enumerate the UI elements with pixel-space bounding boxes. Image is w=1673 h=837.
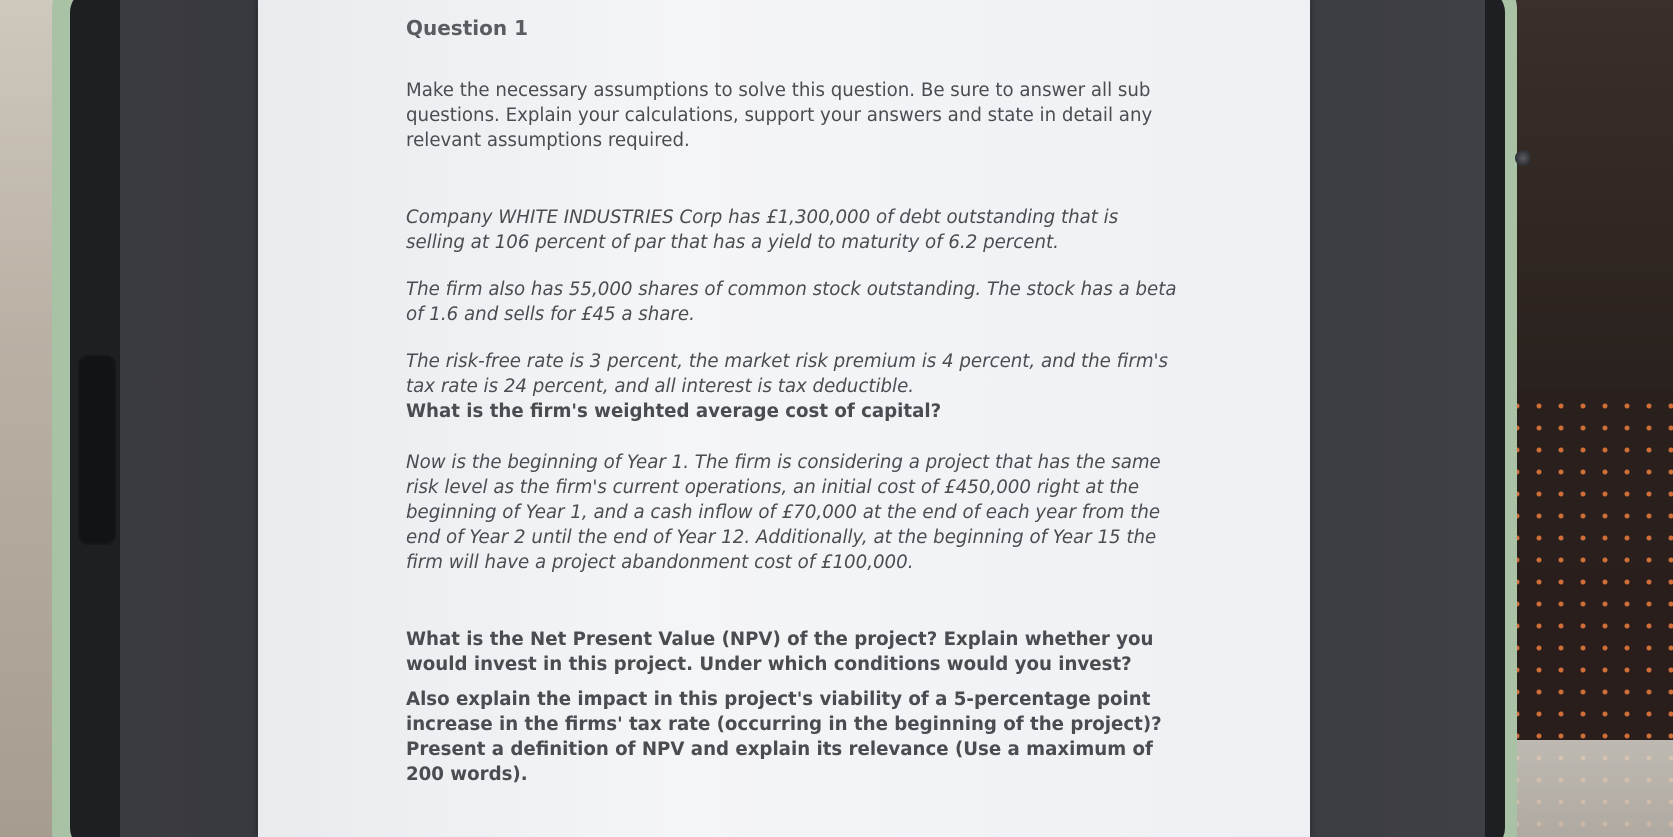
- instructions-paragraph: Make the necessary assumptions to solve this question. Be sure to answer all sub questions. Explain your calculations, support your answers and state in detail any relevant assumptions required.: [406, 80, 1153, 151]
- npv-question: What is the Net Present Value (NPV) of the project? Explain whether you would invest in this project. Under which conditions would you invest?: [406, 629, 1154, 675]
- background-right: [1503, 0, 1673, 837]
- question-heading: Question 1: [406, 16, 528, 40]
- wacc-question: What is the firm's weighted average cost of capital?: [406, 401, 942, 422]
- background-left: [0, 0, 60, 837]
- project-paragraph: Now is the beginning of Year 1. The firm is considering a project that has the same risk level as the firm's current operations, an initial cost of £450,000 right at the beginning of Year 1, and a cash inflow of £70,000 at the end of each year from the end of Year 2 until the end of Year 12. Additionally, at the beginning of Year 15 the firm will have a project abandonment cost of £100,000.: [406, 452, 1161, 573]
- camera-icon: [1515, 150, 1531, 166]
- equity-paragraph: The firm also has 55,000 shares of common stock outstanding. The stock has a beta of 1.6 and sells for £45 a share.: [406, 279, 1177, 325]
- tablet-side-button[interactable]: [78, 355, 116, 545]
- debt-paragraph: Company WHITE INDUSTRIES Corp has £1,300,000 of debt outstanding that is selling at 106 percent of par that has a yield to maturity of 6.2 percent.: [406, 207, 1119, 253]
- rates-paragraph: The risk-free rate is 3 percent, the market risk premium is 4 percent, and the firm's tax rate is 24 percent, and all interest is tax deductible.: [406, 351, 1169, 397]
- document-content: [406, 12, 1181, 787]
- document-page: [258, 0, 1310, 837]
- tax-impact-question: Also explain the impact in this project's viability of a 5-percentage point increase in the firms' tax rate (occurring in the beginning of the project)? Present a definition of NPV and explain its relevance (Use a maximum of 200 words).: [406, 689, 1162, 785]
- light-fabric: [1503, 740, 1673, 837]
